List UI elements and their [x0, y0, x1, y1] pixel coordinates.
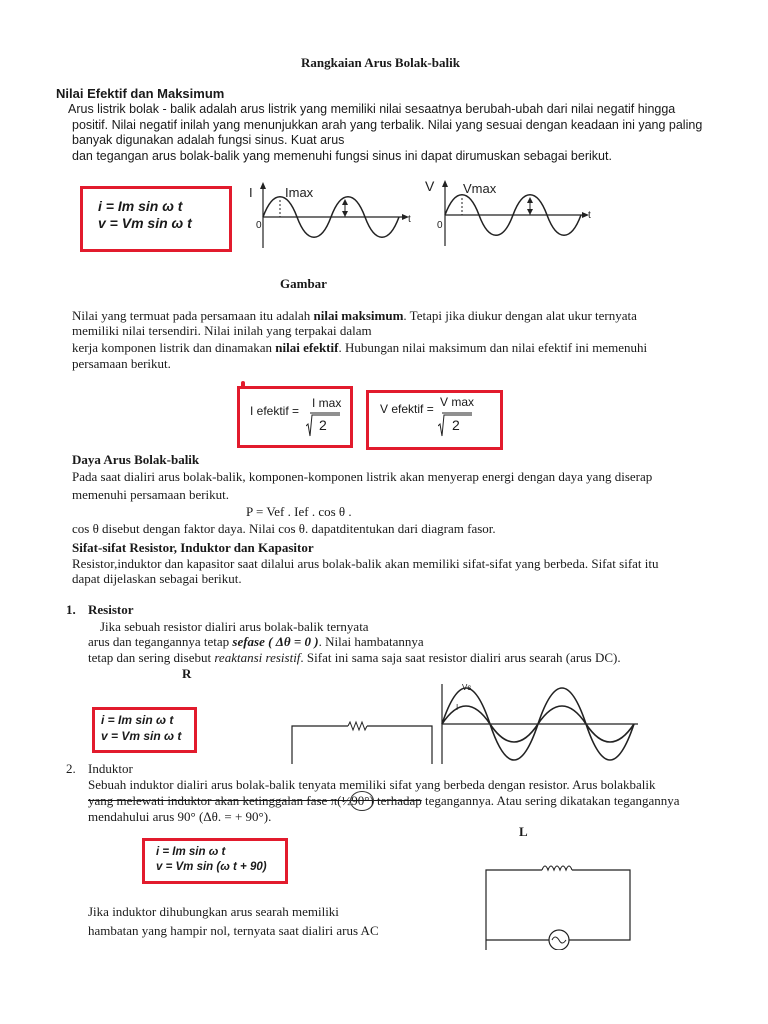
inductor-heading: Induktor: [88, 761, 133, 776]
paragraph-line: dan tegangan arus bolak-balik yang memenuhi fungsi sinus ini dapat dirumuskan sebagai berikut.: [72, 149, 612, 163]
section-heading-sifat: Sifat-sifat Resistor, Induktor dan Kapasitor: [72, 540, 314, 555]
text-run: . Nilai hambatannya: [318, 634, 424, 649]
graph-v-axis-label: V: [425, 178, 435, 194]
term-delta-theta: Δθ = 0 ): [275, 634, 319, 649]
text-run: . Sifat ini sama saja saat resistor dialiri arus searah (arus DC).: [300, 650, 621, 665]
paragraph-sefase: [88, 634, 424, 649]
red-mark: [241, 381, 245, 389]
paragraph-line: Arus listrik bolak - balik adalah arus listrik yang memiliki nilai sesaatnya berubah-ubah dari nilai negatif hingga: [68, 102, 676, 116]
resistor-label-r: R: [182, 666, 192, 681]
paragraph-line: [88, 793, 680, 808]
text-run: Nilai yang termuat pada persamaan itu adalah: [72, 308, 314, 323]
i-efektif-label: I efektif =: [250, 404, 300, 418]
graph-v-max-label: Vmax: [463, 181, 497, 196]
term-reaktansi-resistif: reaktansi resistif: [214, 650, 301, 665]
paragraph-line: memenuhi persamaan berikut.: [72, 487, 230, 502]
paragraph-nilai-efektif: [72, 340, 647, 355]
i-efektif-denominator: 2: [319, 417, 327, 433]
text-run: arus dan tegangannya tetap: [88, 634, 233, 649]
paragraph-line: Pada saat dialiri arus bolak-balik, komponen-komponen listrik akan menyerap energi dengan daya yang diserap: [72, 469, 653, 484]
paragraph-nilai-maksimum: [72, 308, 637, 323]
paragraph-reaktansi: [88, 650, 621, 665]
inductor-formula-voltage: v = Vm sin (ω t + 90): [156, 861, 267, 873]
graph-v-t-label: t: [588, 210, 591, 221]
i-efektif-numerator: I max: [312, 396, 342, 410]
wave-voltage-label: Vs: [462, 683, 472, 692]
inductor-formula-current: i = Im sin ω t: [156, 846, 226, 858]
v-efektif-label: V efektif =: [380, 402, 434, 416]
resistor-in-phase-waves: [438, 682, 638, 766]
bold-term-nilai-efektif: nilai efektif: [275, 340, 339, 355]
page-title: Rangkaian Arus Bolak-balik: [301, 55, 460, 70]
v-efektif-numerator: V max: [440, 395, 475, 409]
paragraph-line: Resistor,induktor dan kapasitor saat dilalui arus bolak-balik akan memiliki sifat-sifat yang berbeda. Sifat sifat itu: [72, 556, 659, 571]
bold-term-nilai-maksimum: nilai maksimum: [313, 308, 404, 323]
inductor-circuit-diagram: [484, 858, 634, 950]
paragraph-line: dapat dijelaskan sebagai berikut.: [72, 571, 242, 586]
text-run: . Tetapi jika diukur dengan alat ukur ternyata: [403, 308, 637, 323]
text-run: tetap dan sering disebut: [88, 650, 215, 665]
handwritten-circle: [350, 791, 374, 811]
paragraph-line: cos θ disebut dengan faktor daya. Nilai cos θ. dapatditentukan dari diagram fasor.: [72, 521, 496, 536]
figure-caption: Gambar: [280, 276, 327, 291]
wave-current-label: I: [456, 703, 459, 712]
paragraph-line: memiliki nilai tersendiri. Nilai inilah yang terpakai dalam: [72, 323, 372, 338]
formula-i-efektif: [250, 398, 350, 443]
paragraph-line: Jika induktor dihubungkan arus searah memiliki: [88, 904, 339, 919]
paragraph-line: Jika sebuah resistor dialiri arus bolak-balik ternyata: [100, 619, 369, 634]
formula-v-efektif: [380, 396, 500, 441]
formula-current: i = Im sin ω t: [98, 198, 183, 214]
paragraph-line: persamaan berikut.: [72, 356, 171, 371]
paragraph-line: Sebuah induktor dialiri arus bolak-balik tenyata memiliki sifat yang berbeda dengan resistor. Arus bolakbalik: [88, 777, 656, 792]
resistor-circuit-diagram: [286, 716, 438, 764]
term-sefase: sefase (: [232, 634, 276, 649]
graph-i-axis-label: I: [249, 185, 253, 200]
paragraph-line: banyak digunakan adalah fungsi sinus. Kuat arus: [72, 133, 345, 147]
text-run: kerja komponen listrik dan dinamakan: [72, 340, 276, 355]
list-number-1: 1.: [66, 602, 76, 617]
text-run: tegangannya. Atau sering dikatakan tegangannya: [421, 793, 680, 808]
list-number-2: 2.: [66, 761, 76, 776]
formula-voltage: v = Vm sin ω t: [98, 215, 192, 231]
v-efektif-denominator: 2: [452, 417, 460, 433]
resistor-heading: Resistor: [88, 602, 134, 617]
inductor-label-l: L: [519, 824, 528, 839]
struck-text: yang melewati induktor akan ketinggalan fase π(½90°) terhadap: [88, 793, 422, 808]
graph-i-origin-label: 0: [256, 220, 262, 231]
resistor-formula-voltage: v = Vm sin ω t: [101, 729, 182, 743]
section-heading-daya: Daya Arus Bolak-balik: [72, 452, 200, 467]
power-equation: P = Vef . Ief . cos θ .: [246, 504, 352, 519]
text-run: . Hubungan nilai maksimum dan nilai efektif ini memenuhi: [338, 340, 648, 355]
paragraph-line: positif. Nilai negatif inilah yang menunjukkan arah yang terbalik. Nilai yang sesuai dengan keadaan ini yang paling: [72, 118, 703, 132]
paragraph-line: hambatan yang hampir nol, ternyata saat dialiri arus AC: [88, 923, 379, 938]
paragraph-line: mendahului arus 90° (Δθ. = + 90°).: [88, 809, 272, 824]
section-heading-nilai-efektif: Nilai Efektif dan Maksimum: [56, 86, 225, 101]
current-sine-graph: [245, 180, 420, 255]
graph-i-max-label: Imax: [285, 185, 314, 200]
resistor-formula-current: i = Im sin ω t: [101, 713, 174, 727]
graph-v-origin-label: 0: [437, 220, 443, 231]
graph-i-t-label: t: [408, 214, 411, 225]
voltage-sine-graph: [425, 178, 600, 253]
